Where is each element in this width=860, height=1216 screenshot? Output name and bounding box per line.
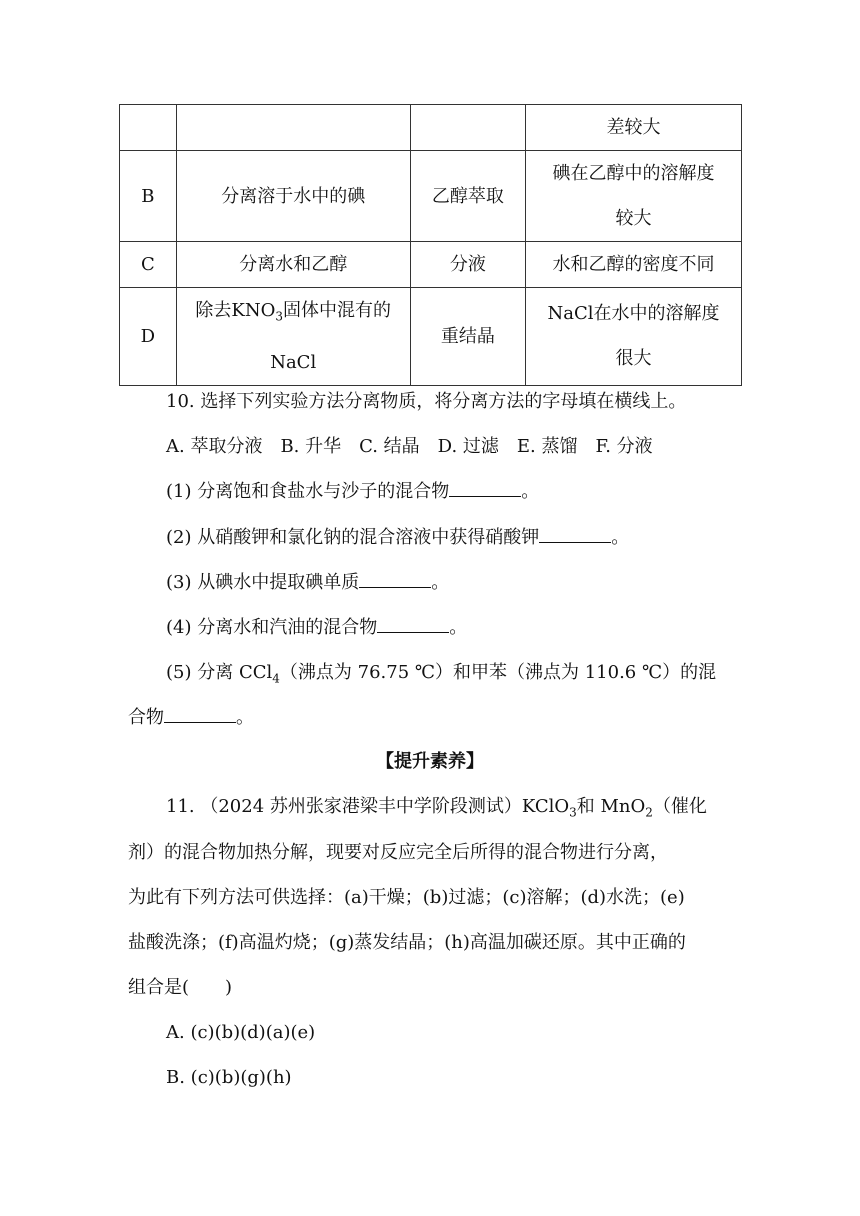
table-row [120, 151, 742, 242]
table-cell: 分离溶于水中的碘 [176, 151, 410, 242]
question-10-item [166, 568, 738, 598]
cell-line: 较大 [615, 208, 652, 229]
answer-option-b[interactable]: B. (c)(b)(g)(h) [166, 1067, 292, 1088]
item-text: (5) 分离 CCl [166, 662, 273, 683]
item-text: （沸点为 76.75 ℃）和甲苯（沸点为 110.6 ℃）的混 [279, 662, 717, 683]
comparison-table [119, 104, 742, 386]
table-cell [176, 105, 410, 151]
end-mark: 。 [431, 572, 450, 593]
cell-line: NaCl在水中的溶解度 [547, 303, 720, 325]
table-cell: 分离水和乙醇 [176, 242, 410, 288]
line-text: 和 MnO [576, 796, 646, 817]
table-cell: 重结晶 [410, 288, 525, 386]
question-11-line: 盐酸洗涤；(f)高温灼烧；(g)蒸发结晶；(h)高温加碳还原。其中正确的 [128, 932, 686, 953]
table-cell: 分液 [410, 242, 525, 288]
subscript: 3 [569, 805, 577, 820]
line-text: 11. （2024 苏州张家港梁丰中学阶段测试）KClO [166, 796, 570, 817]
end-mark: 。 [611, 527, 630, 548]
answer-option-a[interactable]: A. (c)(b)(d)(a)(e) [166, 1022, 316, 1043]
item-text: (3) 从碘水中提取碘单质 [166, 572, 360, 593]
cell-line: 很大 [615, 348, 652, 370]
item-text: (2) 从硝酸钾和氯化钠的混合溶液中获得硝酸钾 [166, 527, 540, 548]
cell-line: NaCl [270, 351, 317, 373]
question-10-item [166, 477, 738, 507]
answer-blank[interactable] [539, 524, 611, 543]
section-title: 【提升素养】 [376, 751, 484, 772]
answer-blank[interactable] [449, 478, 521, 497]
table-cell [120, 105, 177, 151]
question-10-item [166, 523, 738, 553]
cell-line: 固体中混有的 [283, 300, 392, 321]
question-10-stem: 10. 选择下列实验方法分离物质，将分离方法的字母填在横线上。 [166, 391, 687, 412]
table-cell [410, 105, 525, 151]
answer-blank[interactable] [164, 704, 236, 723]
question-11-line [166, 792, 738, 828]
answer-blank[interactable] [377, 614, 449, 633]
table-cell: D [120, 288, 177, 386]
subscript: 3 [275, 309, 284, 324]
end-mark: 。 [521, 481, 540, 502]
line-text: （催化 [652, 796, 707, 817]
question-10-item [166, 658, 738, 694]
table-cell [526, 288, 742, 386]
question-10-options: A. 萃取分液 B. 升华 C. 结晶 D. 过滤 E. 蒸馏 F. 分液 [166, 436, 653, 457]
table-row [120, 105, 742, 151]
subscript: 2 [645, 805, 653, 820]
item-text: 合物 [128, 707, 164, 728]
answer-blank[interactable] [359, 569, 431, 588]
table-cell: C [120, 242, 177, 288]
question-10-item [166, 613, 738, 643]
table-cell [526, 151, 742, 242]
subscript: 4 [272, 671, 280, 686]
cell-line: 除去KNO [195, 300, 276, 321]
table-row [120, 288, 742, 386]
question-10-item-cont [128, 703, 738, 733]
question-11-line: 剂）的混合物加热分解，现要对反应完全后所得的混合物进行分离， [128, 842, 668, 863]
item-text: (1) 分离饱和食盐水与沙子的混合物 [166, 481, 450, 502]
table-cell: 乙醇萃取 [410, 151, 525, 242]
end-mark: 。 [236, 707, 254, 728]
cell-line: 碘在乙醇中的溶解度 [552, 163, 715, 184]
end-mark: 。 [449, 617, 468, 638]
table-cell [176, 288, 410, 386]
table-row [120, 242, 742, 288]
table-cell: 差较大 [526, 105, 742, 151]
question-11-line: 为此有下列方法可供选择：(a)干燥；(b)过滤；(c)溶解；(d)水洗；(e) [128, 887, 685, 908]
item-text: (4) 分离水和汽油的混合物 [166, 617, 378, 638]
table-cell: 水和乙醇的密度不同 [526, 242, 742, 288]
question-11-line: 组合是( ) [128, 977, 233, 998]
table-cell: B [120, 151, 177, 242]
